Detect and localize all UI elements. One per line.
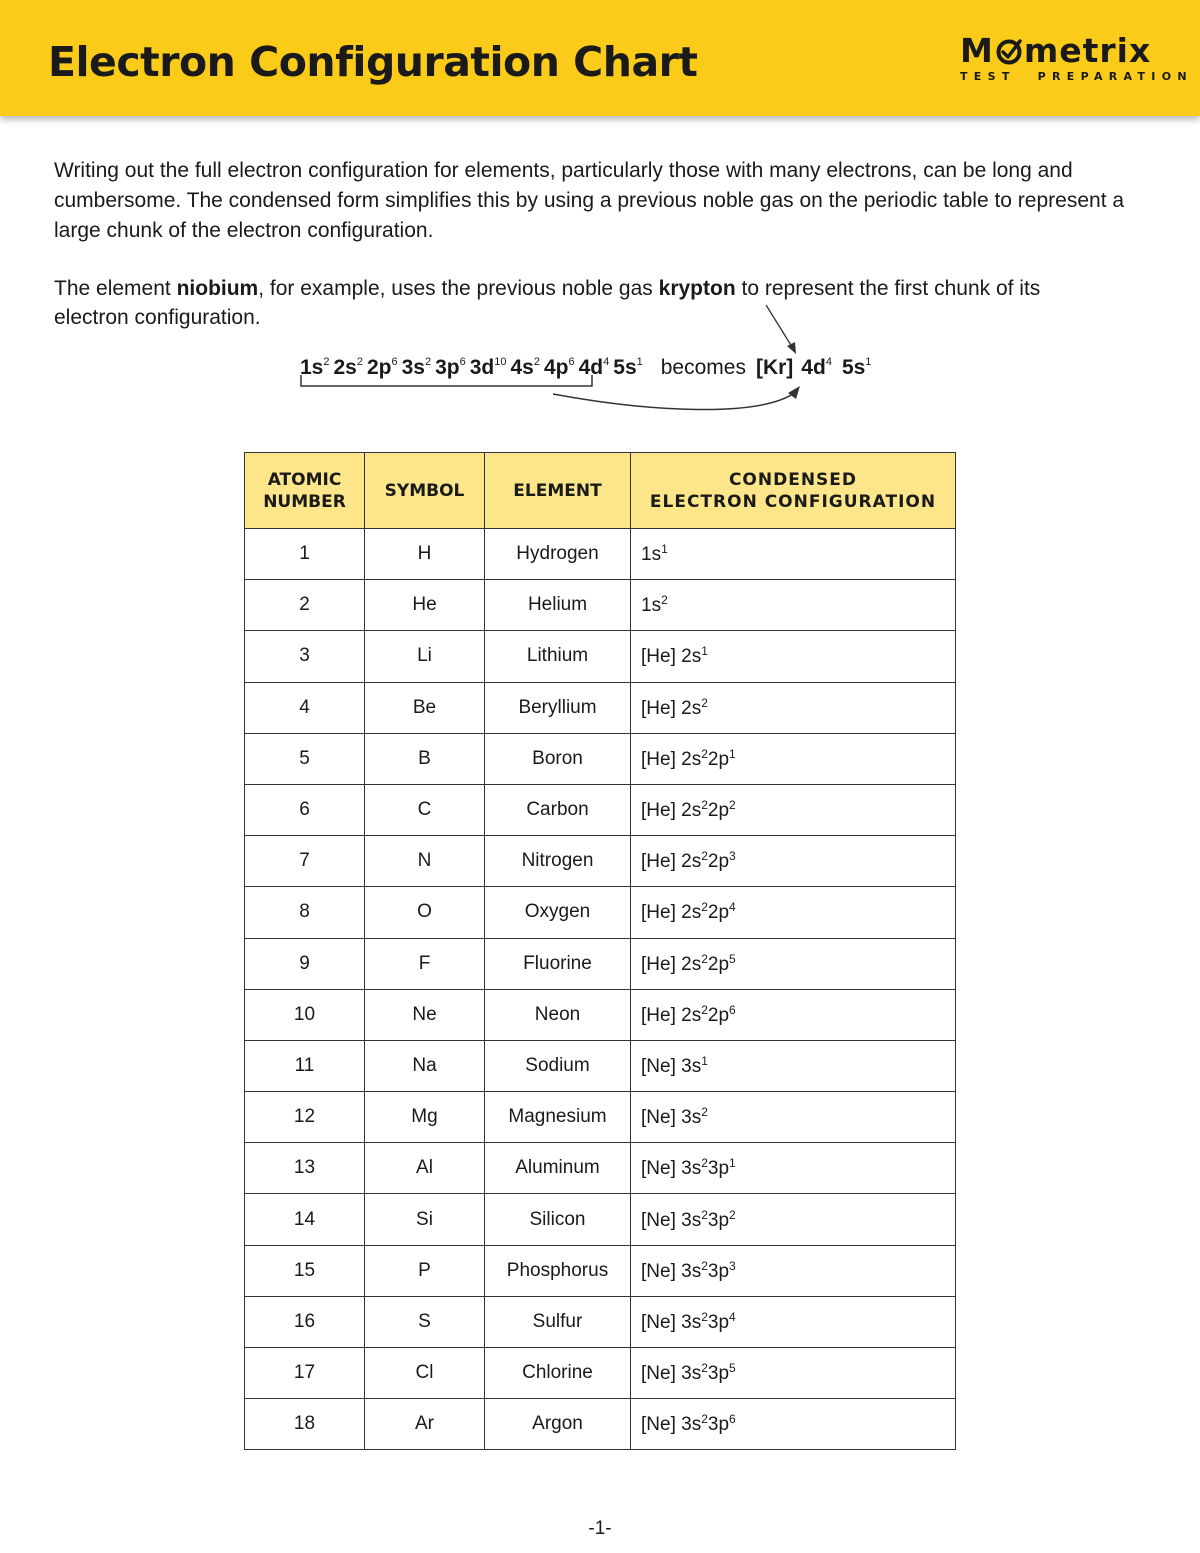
header-atomic-number: ATOMIC NUMBER [245, 453, 365, 529]
cell-configuration [631, 1348, 956, 1399]
config-exponent: 5 [729, 1361, 736, 1376]
config-exponent: 2 [701, 1002, 708, 1017]
cell-symbol: Mg [365, 1092, 485, 1143]
config-term: 2p [707, 748, 730, 770]
config-term: 1s [641, 595, 662, 617]
config-example [300, 356, 881, 380]
orbital-exponent: 2 [424, 356, 432, 368]
config-term: 2p [707, 902, 730, 924]
config-term: 1s [641, 544, 662, 566]
config-exponent: 2 [701, 1361, 708, 1376]
config-term: 3p [707, 1158, 730, 1180]
cell-configuration [631, 1245, 956, 1296]
cell-atomic-number: 4 [245, 682, 365, 733]
cell-element: Nitrogen [485, 836, 631, 887]
cell-configuration [631, 580, 956, 631]
config-exponent: 2 [701, 746, 708, 761]
orbital-term [544, 356, 577, 379]
cell-atomic-number: 18 [245, 1399, 365, 1450]
cell-configuration [631, 1399, 956, 1450]
orbital-term [801, 356, 834, 379]
logo-subtitle [960, 70, 1193, 83]
table-row [245, 631, 956, 682]
cell-element: Oxygen [485, 887, 631, 938]
orbital-term [402, 356, 433, 379]
cell-symbol: Cl [365, 1348, 485, 1399]
condensed-configuration [756, 356, 881, 379]
cell-element: Helium [485, 580, 631, 631]
cell-configuration [631, 1194, 956, 1245]
intro-paragraph: Writing out the full electron configuration for elements, particularly those with many electrons, can be long and cumbersome. The condensed form simplifies this by using a previous noble gas on the periodic table to represent a large chunk of the electron configuration. [54, 159, 1125, 242]
cell-atomic-number: 12 [245, 1092, 365, 1143]
orbital-exponent: 6 [568, 356, 575, 368]
cell-symbol: P [365, 1245, 485, 1296]
mometrix-logo [960, 31, 1193, 84]
cell-atomic-number: 16 [245, 1296, 365, 1347]
config-exponent: 1 [701, 1053, 708, 1068]
config-exponent: 1 [701, 644, 708, 659]
config-term: [Ne] 3s [641, 1260, 702, 1282]
niobium-text: niobium [176, 277, 259, 300]
config-term: [Ne] 3s [641, 1414, 702, 1436]
cell-element: Chlorine [485, 1348, 631, 1399]
table-row [245, 1296, 956, 1347]
config-term: [Ne] 3s [641, 1311, 702, 1333]
orbital-term [333, 356, 364, 379]
cell-symbol: Ar [365, 1399, 485, 1450]
cell-atomic-number: 3 [245, 631, 365, 682]
cell-configuration [631, 529, 956, 580]
orbital-label: 3p [435, 356, 460, 379]
example-text-1: The element [54, 277, 177, 300]
table-row [245, 1143, 956, 1194]
config-term: [He] 2s [641, 748, 702, 770]
config-exponent: 3 [729, 1258, 736, 1273]
cell-symbol: Li [365, 631, 485, 682]
cell-atomic-number: 17 [245, 1348, 365, 1399]
config-exponent: 1 [729, 1156, 736, 1171]
orbital-label: 5s [841, 356, 866, 379]
orbital-label: 2s [333, 356, 357, 379]
orbital-term [367, 356, 400, 379]
cell-symbol: He [365, 580, 485, 631]
example-paragraph [54, 274, 1114, 332]
page-number: -1- [588, 1518, 612, 1539]
orbital-exponent: 2 [533, 356, 540, 368]
config-exponent: 4 [729, 900, 736, 915]
config-exponent: 2 [701, 1258, 708, 1273]
cell-configuration [631, 631, 956, 682]
orbital-exponent: 6 [459, 356, 466, 368]
table-row [245, 836, 956, 887]
cell-atomic-number: 1 [245, 529, 365, 580]
orbital-label: 5s [613, 356, 637, 379]
cell-atomic-number: 9 [245, 938, 365, 989]
logo-word-rest: metrix [1023, 31, 1152, 70]
orbital-term [756, 356, 793, 379]
page-title: Electron Configuration Chart [48, 38, 698, 86]
config-exponent: 2 [701, 1105, 708, 1120]
cell-atomic-number: 14 [245, 1194, 365, 1245]
config-term: [Ne] 3s [641, 1363, 702, 1385]
cell-atomic-number: 7 [245, 836, 365, 887]
cell-symbol: H [365, 529, 485, 580]
header-element: ELEMENT [485, 453, 631, 529]
logo-sub-right: PREPARATION [1037, 70, 1193, 83]
config-term: 2p [707, 1004, 730, 1026]
config-term: 2p [707, 851, 730, 873]
config-exponent: 2 [701, 900, 708, 915]
table-row [245, 1399, 956, 1450]
electron-configuration-table [244, 452, 956, 1450]
orbital-term [842, 356, 873, 379]
cell-symbol: F [365, 938, 485, 989]
cell-atomic-number: 2 [245, 580, 365, 631]
cell-configuration [631, 1092, 956, 1143]
config-exponent: 6 [729, 1002, 736, 1017]
orbital-label: 4d [578, 356, 604, 379]
cell-element: Neon [485, 989, 631, 1040]
cell-element: Sodium [485, 1040, 631, 1091]
logo-sub-left: TEST [960, 70, 1016, 83]
logo-wordmark [960, 31, 1165, 70]
table-row [245, 1348, 956, 1399]
table-row [245, 529, 956, 580]
table-row [245, 887, 956, 938]
config-exponent: 6 [729, 1412, 736, 1427]
config-term: 3p [707, 1363, 730, 1385]
cell-element: Carbon [485, 784, 631, 835]
orbital-exponent: 2 [356, 356, 363, 368]
cell-element: Lithium [485, 631, 631, 682]
cell-atomic-number: 10 [245, 989, 365, 1040]
config-term: 3p [707, 1209, 730, 1231]
config-exponent: 2 [701, 951, 708, 966]
cell-configuration [631, 1143, 956, 1194]
cell-configuration [631, 1040, 956, 1091]
config-term: 3p [707, 1311, 730, 1333]
cell-configuration [631, 938, 956, 989]
cell-symbol: C [365, 784, 485, 835]
config-exponent: 2 [701, 1309, 708, 1324]
cell-symbol: S [365, 1296, 485, 1347]
config-term: [He] 2s [641, 953, 702, 975]
cell-element: Phosphorus [485, 1245, 631, 1296]
cell-atomic-number: 15 [245, 1245, 365, 1296]
cell-configuration [631, 887, 956, 938]
config-exponent: 2 [729, 1207, 736, 1222]
cell-symbol: B [365, 733, 485, 784]
header-banner [0, 0, 1200, 116]
cell-element: Aluminum [485, 1143, 631, 1194]
cell-atomic-number: 5 [245, 733, 365, 784]
cell-atomic-number: 6 [245, 784, 365, 835]
table-row [245, 1092, 956, 1143]
cell-atomic-number: 11 [245, 1040, 365, 1091]
config-term: 2p [707, 953, 730, 975]
orbital-term [579, 356, 612, 379]
config-exponent: 2 [701, 1156, 708, 1171]
cell-element: Magnesium [485, 1092, 631, 1143]
config-term: [He] 2s [641, 800, 702, 822]
orbital-exponent: 4 [603, 356, 610, 368]
cell-element: Fluorine [485, 938, 631, 989]
check-circle-icon [995, 37, 1023, 65]
cell-configuration [631, 733, 956, 784]
header-condensed-configuration: CONDENSED ELECTRON CONFIGURATION [631, 453, 956, 529]
config-term: [Ne] 3s [641, 1055, 702, 1077]
table-header-row [245, 453, 956, 529]
orbital-label: 3d [469, 356, 495, 379]
orbital-exponent: 4 [825, 356, 832, 368]
config-term: [He] 2s [641, 646, 702, 668]
cell-configuration [631, 784, 956, 835]
orbital-exponent: 2 [323, 356, 330, 368]
config-term: [Ne] 3s [641, 1107, 702, 1129]
cell-element: Argon [485, 1399, 631, 1450]
config-term: 3p [707, 1414, 730, 1436]
orbital-label: [Kr] [755, 356, 794, 379]
full-configuration [300, 356, 647, 379]
orbital-label: 4d [801, 356, 826, 379]
orbital-term [435, 356, 468, 379]
config-exponent: 2 [701, 695, 708, 710]
config-term: [He] 2s [641, 851, 702, 873]
config-exponent: 2 [701, 849, 708, 864]
config-term: 2p [707, 800, 730, 822]
table-row [245, 1194, 956, 1245]
config-term: 3p [707, 1260, 730, 1282]
krypton-text: krypton [658, 277, 736, 300]
example-text-2: , for example, uses the previous noble gas [258, 277, 659, 300]
table-row [245, 1245, 956, 1296]
example-text-3: to represent the first chunk of its electron configuration. [54, 277, 1041, 329]
table-row [245, 682, 956, 733]
config-exponent: 1 [661, 542, 668, 557]
orbital-label: 4p [543, 356, 569, 379]
config-exponent: 2 [729, 798, 736, 813]
orbital-term [613, 356, 644, 379]
curved-arrow-icon [553, 392, 796, 410]
cell-atomic-number: 13 [245, 1143, 365, 1194]
cell-element: Sulfur [485, 1296, 631, 1347]
cell-symbol: Ne [365, 989, 485, 1040]
config-term: [Ne] 3s [641, 1158, 702, 1180]
orbital-term [300, 356, 331, 379]
config-exponent: 2 [701, 1207, 708, 1222]
config-term: [Ne] 3s [641, 1209, 702, 1231]
config-exponent: 4 [729, 1309, 736, 1324]
cell-symbol: Na [365, 1040, 485, 1091]
table-row [245, 938, 956, 989]
becomes-label: becomes [660, 356, 746, 379]
config-exponent: 3 [729, 849, 736, 864]
config-exponent: 2 [661, 593, 668, 608]
orbital-exponent: 1 [865, 356, 872, 368]
table-row [245, 580, 956, 631]
cell-symbol: Be [365, 682, 485, 733]
orbital-exponent: 10 [494, 356, 507, 368]
orbital-label: 1s [300, 356, 324, 379]
orbital-term [470, 356, 509, 379]
cell-element: Silicon [485, 1194, 631, 1245]
cell-symbol: N [365, 836, 485, 887]
cell-configuration [631, 836, 956, 887]
config-exponent: 2 [701, 1412, 708, 1427]
cell-atomic-number: 8 [245, 887, 365, 938]
cell-symbol: O [365, 887, 485, 938]
table-row [245, 1040, 956, 1091]
cell-element: Beryllium [485, 682, 631, 733]
cell-configuration [631, 989, 956, 1040]
orbital-label: 3s [401, 356, 425, 379]
cell-element: Boron [485, 733, 631, 784]
table-row [245, 989, 956, 1040]
config-exponent: 2 [701, 798, 708, 813]
orbital-label: 2p [366, 356, 392, 379]
cell-symbol: Al [365, 1143, 485, 1194]
orbital-exponent: 6 [391, 356, 398, 368]
cell-configuration [631, 682, 956, 733]
logo-letter-m: M [960, 31, 994, 70]
config-exponent: 5 [729, 951, 736, 966]
cell-symbol: Si [365, 1194, 485, 1245]
config-term: [He] 2s [641, 902, 702, 924]
table-row [245, 784, 956, 835]
orbital-label: 4s [510, 356, 534, 379]
config-term: [He] 2s [641, 697, 702, 719]
header-symbol: SYMBOL [365, 453, 485, 529]
orbital-term [511, 356, 542, 379]
cell-element: Hydrogen [485, 529, 631, 580]
config-exponent: 1 [729, 746, 736, 761]
config-term: [He] 2s [641, 1004, 702, 1026]
cell-configuration [631, 1296, 956, 1347]
orbital-exponent: 1 [636, 356, 643, 368]
table-row [245, 733, 956, 784]
